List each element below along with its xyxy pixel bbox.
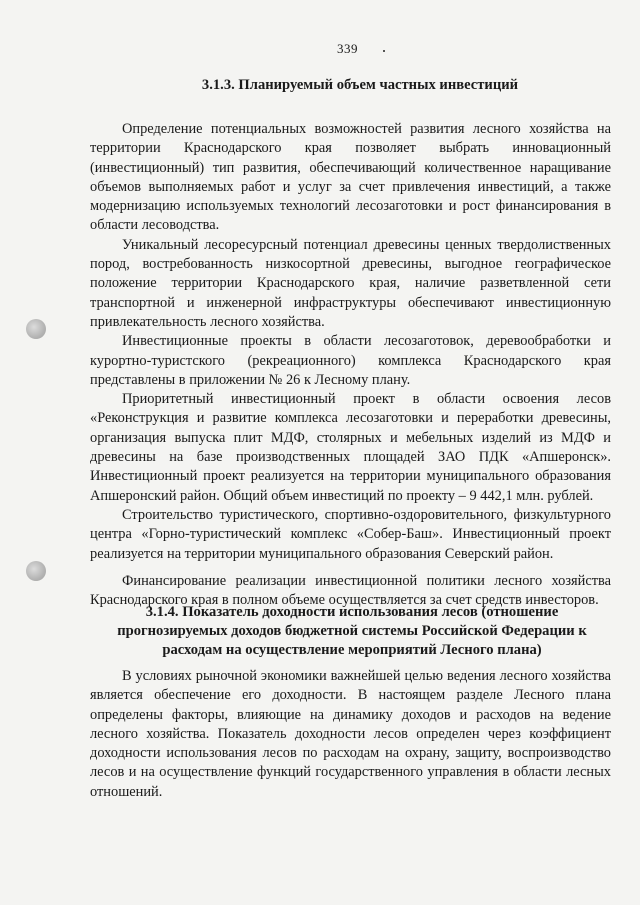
paragraph: Инвестиционные проекты в области лесозаготовок, деревообработки и курортно-туристского (рекреационного) комплекса Краснодарского края представлены в приложении № 26 к Лесному плану.	[90, 333, 611, 388]
paragraph: Приоритетный инвестиционный проект в области освоения лесов «Реконструкция и развитие комплекса лесозаготовки и переработки древесины, организация выпуска плит МДФ, столярных и мебельных изделий из МДФ и древесины на базе производственных площадей ЗАО ПДК «Апшеронск». Инвестиционный проект реализуется на территории муниципального образования Апшеронский район. Общий объем инвестиций по проекту – 9 442,1 млн. рублей.	[90, 391, 611, 504]
paragraph: Финансирование реализации инвестиционной политики лесного хозяйства Краснодарского края в полном объеме осуществляется за счет средств инвесторов.	[90, 572, 611, 609]
section-body	[90, 120, 611, 610]
punch-hole	[26, 561, 46, 581]
page-number: 339	[337, 41, 358, 56]
paragraph: Уникальный лесоресурсный потенциал древесины ценных твердолиственных пород, востребованность низкосортной древесины, выгодное географическое положение территории Краснодарского края, наличие разветвленной сети транспортной и инженерной инфраструктуры обеспечивают инвестиционную привлекательность лесного хозяйства.	[90, 236, 611, 330]
section-body	[90, 667, 611, 802]
paragraph: В условиях рыночной экономики важнейшей целью ведения лесного хозяйства является обеспечение его доходности. В настоящем разделе Лесного плана определены факторы, влияющие на динамику доходов и расходов на ведение лесного хозяйства. Показатель доходности лесов определен через коэффициент доходности использования лесов по расходам на охрану, защиту, воспроизводство лесов и на осуществление функций государственного управления в области лесных отношений.	[90, 668, 611, 800]
paragraph: Строительство туристического, спортивно-оздоровительного, физкультурного центра «Горно-туристический комплекс «Собер-Баш». Инвестиционный проект реализуется на территории муниципального образования Северский район.	[90, 506, 611, 562]
paragraph: Определение потенциальных возможностей развития лесного хозяйства на территории Краснодарского края позволяет выбрать инновационный (инвестиционный) тип развития, обеспечивающий количественное наращивание объемов выполняемых работ и услуг за счет привлечения инвестиций, а также модернизацию используемых технологий лесозаготовки и рост финансирования в области лесоводства.	[90, 121, 611, 234]
scan-speck	[383, 50, 385, 52]
punch-hole	[26, 319, 46, 339]
section-heading: 3.1.4. Показатель доходности использования лесов (отношение прогнозируемых доходов бюджетной системы Российской Федерации к расходам на осуществление мероприятий Лесного плана)	[117, 604, 587, 658]
section-heading: 3.1.3. Планируемый объем частных инвестиций	[201, 77, 519, 93]
